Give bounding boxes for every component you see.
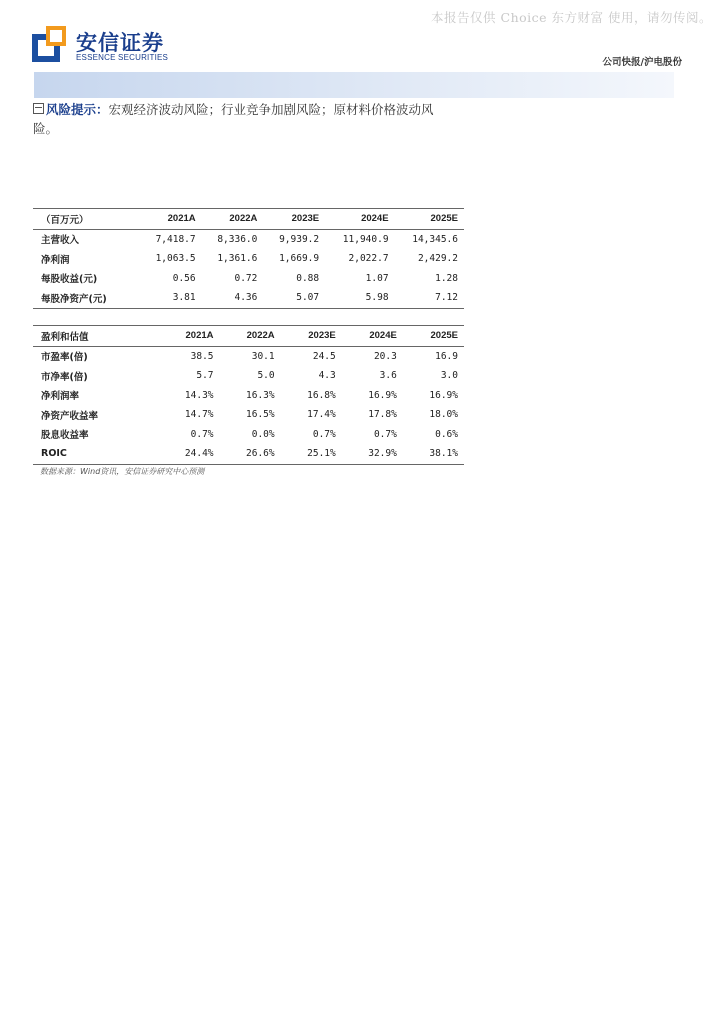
table-cell: 5.7: [196, 370, 214, 382]
table-cell: 1,669.9: [279, 253, 320, 265]
table-cell: 5.0: [257, 370, 275, 382]
table-cell: 14,345.6: [412, 233, 458, 245]
table-row: [33, 366, 464, 386]
table-row: [33, 405, 464, 425]
table-cell: 25.1%: [281, 444, 342, 464]
table-cell: 7,418.7: [155, 233, 196, 245]
table-cell: 9,939.2: [279, 233, 320, 245]
table-cell: 3.81: [140, 288, 202, 308]
table-cell: 32.9%: [342, 444, 403, 464]
table-row: [33, 425, 464, 445]
table-cell: 24.4%: [158, 444, 219, 464]
table-cell: 38.5: [190, 350, 214, 362]
table-header-cell: 2025E: [403, 326, 464, 347]
table-cell: 1.28: [435, 272, 458, 284]
data-source-note: 数据来源：Wind资讯，安信证券研究中心预测: [40, 467, 205, 476]
table-header-cell: 2022A: [220, 326, 281, 347]
table-row: [33, 269, 464, 289]
bullet-box-icon: [33, 103, 44, 114]
table-cell: 0.0%: [251, 428, 275, 440]
table-cell: 38.1%: [403, 444, 464, 464]
table-header-cell: 2025E: [395, 209, 464, 230]
logo-mark-icon: [32, 26, 70, 64]
table-cell: 4.3: [318, 370, 336, 382]
table-cell: 14.7%: [184, 409, 214, 421]
table-cell: 0.7%: [190, 428, 214, 440]
table-cell: 3.0: [440, 370, 458, 382]
table-cell: 16.8%: [307, 389, 336, 401]
table-cell: 17.4%: [307, 409, 336, 421]
table-cell: 0.88: [296, 272, 320, 284]
table-header-cell: 2024E: [325, 209, 394, 230]
table-header-cell: 盈利和估值: [33, 326, 158, 347]
table-row: [33, 346, 464, 366]
report-section-label: 公司快报/沪电股份: [602, 57, 682, 68]
table-header-row: [33, 209, 464, 230]
table-cell: 0.7%: [373, 428, 397, 440]
table-cell: 0.7%: [312, 428, 336, 440]
table-cell: 3.6: [379, 370, 397, 382]
table-cell: 0.72: [234, 272, 258, 284]
row-label: 净利润率: [41, 391, 80, 403]
table-row: [33, 229, 464, 249]
table-cell: 16.3%: [246, 389, 275, 401]
header-banner: [34, 72, 674, 98]
table-cell: 17.8%: [368, 409, 397, 421]
table-cell: 1.07: [365, 272, 389, 284]
table-header-cell: （百万元）: [33, 209, 140, 230]
row-label: 市盈率(倍): [41, 352, 88, 364]
row-label: ROIC: [33, 444, 158, 464]
row-label: 净利润: [41, 254, 70, 266]
table-cell: 16.9: [435, 350, 458, 362]
table-header-cell: 2023E: [281, 326, 342, 347]
table-header-cell: 2023E: [263, 209, 325, 230]
table-cell: 0.6%: [435, 428, 458, 440]
table-cell: 7.12: [395, 288, 464, 308]
logo-text-cn: 安信证券: [76, 31, 164, 55]
financial-summary-table: [33, 208, 464, 309]
row-label: 每股净资产(元): [33, 288, 140, 308]
table-row: [33, 444, 464, 464]
risk-label: 风险提示：: [46, 102, 109, 117]
valuation-table: [33, 325, 464, 465]
row-label: 净资产收益率: [41, 410, 99, 422]
risk-text: 宏观经济波动风险；行业竞争加剧风险；原材料价格波动风险。: [33, 102, 434, 136]
table-row: [33, 288, 464, 308]
table-cell: 8,336.0: [217, 233, 258, 245]
table-row: [33, 386, 464, 406]
row-label: 每股收益(元): [41, 274, 98, 286]
table-cell: 2,022.7: [348, 253, 389, 265]
row-label: 股息收益率: [41, 430, 89, 442]
table-cell: 24.5: [312, 350, 336, 362]
table-cell: 11,940.9: [342, 233, 389, 245]
table-cell: 16.9%: [368, 389, 397, 401]
table-cell: 20.3: [373, 350, 397, 362]
company-logo: [32, 26, 192, 66]
table-header-cell: 2021A: [140, 209, 202, 230]
table-cell: 5.98: [325, 288, 394, 308]
row-label: 市净率(倍): [41, 371, 88, 383]
table-row: [33, 249, 464, 269]
table-cell: 5.07: [263, 288, 325, 308]
table-cell: 14.3%: [184, 389, 214, 401]
table-cell: 18.0%: [429, 409, 458, 421]
table-header-cell: 2024E: [342, 326, 403, 347]
table-header-cell: 2021A: [158, 326, 219, 347]
table-cell: 26.6%: [220, 444, 281, 464]
row-label: 主营收入: [41, 235, 80, 247]
table-header-cell: 2022A: [202, 209, 264, 230]
watermark: 本报告仅供 Choice 东方财富 使用，请勿传阅。: [431, 10, 712, 25]
table-cell: 30.1: [251, 350, 275, 362]
logo-text-en: ESSENCE SECURITIES: [76, 53, 169, 62]
risk-warning: [33, 100, 453, 138]
table-cell: 2,429.2: [417, 253, 458, 265]
table-header-row: [33, 326, 464, 347]
table-cell: 16.9%: [429, 389, 458, 401]
table-cell: 0.56: [172, 272, 196, 284]
table-cell: 1,063.5: [155, 253, 196, 265]
table-cell: 16.5%: [246, 409, 275, 421]
table-cell: 1,361.6: [217, 253, 258, 265]
table-cell: 4.36: [202, 288, 264, 308]
